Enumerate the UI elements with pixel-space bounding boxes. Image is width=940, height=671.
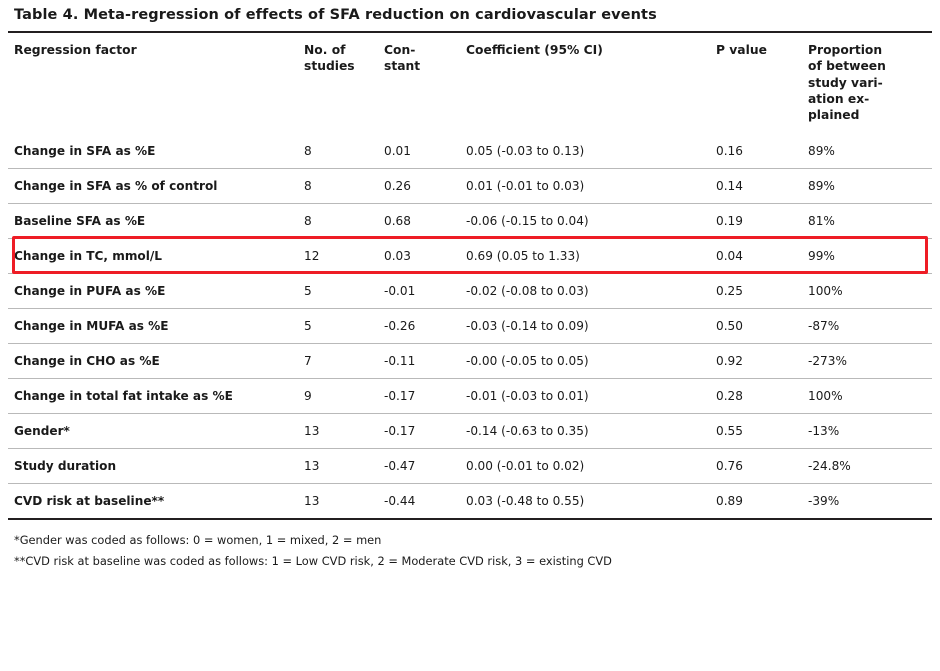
cell-constant: 0.26 — [378, 168, 460, 203]
column-header-proportion — [802, 33, 932, 134]
footnote-gender: *Gender was coded as follows: 0 = women, 1 = mixed, 2 = men — [14, 532, 382, 547]
header-text-proportion-line1: Proportion — [808, 43, 883, 57]
column-header-constant — [378, 33, 460, 134]
cell-factor: Change in CHO as %E — [8, 343, 298, 378]
cell-proportion: 100% — [802, 378, 932, 413]
cell-coefficient: -0.03 (-0.14 to 0.09) — [460, 308, 710, 343]
header-text-coefficient: Coefficient (95% CI) — [466, 43, 603, 57]
cell-studies: 8 — [298, 134, 378, 169]
table-row-highlighted — [8, 238, 932, 273]
cell-coefficient: -0.01 (-0.03 to 0.01) — [460, 378, 710, 413]
table-row — [8, 448, 932, 483]
cell-coefficient: -0.02 (-0.08 to 0.03) — [460, 273, 710, 308]
cell-studies: 7 — [298, 343, 378, 378]
table-row — [8, 308, 932, 343]
cell-p-value: 0.50 — [710, 308, 802, 343]
cell-factor: Gender* — [8, 413, 298, 448]
footnote-cvd-risk: **CVD risk at baseline was coded as follows: 1 = Low CVD risk, 2 = Moderate CVD risk, 3 = existing CVD — [14, 554, 612, 569]
cell-constant: 0.68 — [378, 203, 460, 238]
cell-p-value: 0.55 — [710, 413, 802, 448]
table-row — [8, 483, 932, 518]
cell-studies: 5 — [298, 308, 378, 343]
header-text-proportion-line5: plained — [808, 108, 860, 123]
cell-proportion: -39% — [808, 493, 840, 508]
cell-factor: Baseline SFA as %E — [8, 203, 298, 238]
cell-factor: Change in total fat intake as %E — [8, 378, 298, 413]
cell-coefficient: 0.05 (-0.03 to 0.13) — [460, 134, 710, 169]
cell-coefficient: 0.69 (0.05 to 1.33) — [460, 238, 710, 273]
cell-constant: -0.17 — [378, 378, 460, 413]
table-row — [8, 203, 932, 238]
cell-studies: 13 — [298, 448, 378, 483]
cell-factor: CVD risk at baseline** — [14, 493, 165, 508]
column-header-coefficient — [460, 33, 710, 134]
cell-studies: 5 — [298, 273, 378, 308]
header-text-p-value: P value — [716, 43, 767, 57]
cell-constant: -0.11 — [378, 343, 460, 378]
cell-p-value: 0.19 — [710, 203, 802, 238]
header-text-proportion-line2: of between — [808, 59, 886, 74]
cell-studies: 13 — [304, 493, 320, 508]
cell-coefficient: 0.03 (-0.48 to 0.55) — [466, 493, 585, 508]
meta-regression-table — [8, 33, 932, 518]
cell-p-value: 0.25 — [710, 273, 802, 308]
header-text-proportion-line3: study vari- — [808, 75, 883, 90]
table-row — [8, 343, 932, 378]
cell-coefficient: -0.06 (-0.15 to 0.04) — [460, 203, 710, 238]
cell-constant: -0.44 — [384, 493, 416, 508]
cell-proportion: -87% — [802, 308, 932, 343]
table-title: Table 4. Meta-regression of effects of SFA reduction on cardiovascular events — [14, 7, 657, 23]
header-text-studies-line1: No. of — [304, 43, 346, 57]
cell-constant: -0.26 — [378, 308, 460, 343]
cell-proportion: -24.8% — [802, 448, 932, 483]
cell-proportion: 89% — [802, 168, 932, 203]
header-text-constant-line1: Con- — [384, 43, 416, 57]
cell-proportion: 99% — [802, 238, 932, 273]
cell-factor: Change in TC, mmol/L — [8, 238, 298, 273]
cell-factor: Change in SFA as % of control — [8, 168, 298, 203]
column-header-p-value — [710, 33, 802, 134]
cell-studies: 9 — [298, 378, 378, 413]
cell-constant: -0.01 — [378, 273, 460, 308]
column-header-no-of-studies — [298, 33, 378, 134]
cell-p-value: 0.92 — [710, 343, 802, 378]
cell-factor: Change in PUFA as %E — [8, 273, 298, 308]
cell-constant: -0.47 — [378, 448, 460, 483]
cell-proportion: -273% — [802, 343, 932, 378]
cell-p-value: 0.89 — [716, 493, 743, 508]
column-header-regression-factor — [8, 33, 298, 134]
cell-factor: Change in MUFA as %E — [8, 308, 298, 343]
cell-p-value: 0.28 — [710, 378, 802, 413]
cell-studies: 12 — [298, 238, 378, 273]
cell-p-value: 0.16 — [710, 134, 802, 169]
cell-coefficient: -0.00 (-0.05 to 0.05) — [460, 343, 710, 378]
cell-constant: 0.03 — [378, 238, 460, 273]
cell-proportion: 89% — [802, 134, 932, 169]
table-header — [8, 33, 932, 134]
table-row — [8, 378, 932, 413]
table-body — [8, 134, 932, 518]
cell-constant: -0.17 — [378, 413, 460, 448]
header-row — [8, 33, 932, 134]
cell-p-value: 0.14 — [710, 168, 802, 203]
header-text-constant-line2: stant — [384, 59, 421, 74]
header-text-studies-line2: studies — [304, 59, 355, 74]
cell-p-value: 0.04 — [710, 238, 802, 273]
cell-proportion: 81% — [802, 203, 932, 238]
cell-constant: 0.01 — [378, 134, 460, 169]
table-row — [8, 168, 932, 203]
table-row — [8, 413, 932, 448]
cell-studies: 13 — [298, 413, 378, 448]
cell-studies: 8 — [298, 168, 378, 203]
cell-proportion: -13% — [802, 413, 932, 448]
table-row — [8, 134, 932, 169]
footnotes — [8, 520, 932, 573]
cell-proportion: 100% — [802, 273, 932, 308]
header-text-factor: Regression factor — [14, 43, 137, 57]
cell-coefficient: 0.00 (-0.01 to 0.02) — [460, 448, 710, 483]
cell-coefficient: 0.01 (-0.01 to 0.03) — [460, 168, 710, 203]
header-text-proportion-line4: ation ex- — [808, 92, 870, 107]
cell-factor: Study duration — [8, 448, 298, 483]
cell-coefficient: -0.14 (-0.63 to 0.35) — [460, 413, 710, 448]
cell-factor: Change in SFA as %E — [8, 134, 298, 169]
table-container — [8, 33, 932, 518]
table-row — [8, 273, 932, 308]
cell-p-value: 0.76 — [710, 448, 802, 483]
cell-studies: 8 — [298, 203, 378, 238]
